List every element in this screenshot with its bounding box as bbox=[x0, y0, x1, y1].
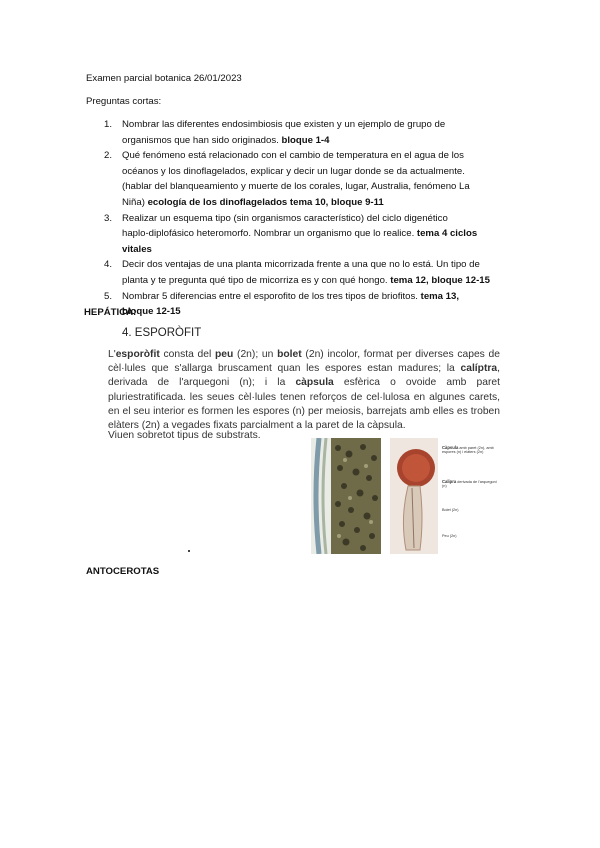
stray-dot bbox=[188, 550, 190, 552]
question-text: Niña) bbox=[122, 196, 148, 208]
seta-label: Bolet (2n) bbox=[442, 508, 459, 512]
question-item bbox=[86, 211, 516, 258]
question-number: 1. bbox=[104, 119, 113, 130]
antocerotas-heading: ANTOCEROTAS bbox=[86, 566, 160, 577]
question-text: océanos y los dinoflagelados, explicar y decir un lugar donde se da actualmente. bbox=[122, 165, 465, 177]
question-item bbox=[86, 289, 516, 320]
question-reference: vitales bbox=[122, 243, 152, 255]
section-heading: 4. ESPORÒFIT bbox=[122, 327, 202, 339]
question-number: 4. bbox=[104, 259, 113, 271]
sporophyte-section-image bbox=[390, 438, 438, 554]
question-text: haplo-diplofásico heteromorfo. Nombrar un organismo que lo realice. bbox=[122, 228, 417, 240]
question-text: Qué fenómeno está relacionado con el cambio de temperatura en el agua de los bbox=[122, 150, 464, 162]
capsule-label: Càpsula amb paret (2n), amb espores (n) i elàters (2n) bbox=[442, 445, 494, 455]
short-questions-label: Preguntas cortas: bbox=[86, 96, 162, 107]
question-reference: bloque 12-15 bbox=[122, 306, 181, 318]
question-reference: bloque 1-4 bbox=[281, 134, 330, 146]
question-text: Nombrar las diferentes endosimbiosis que existen y un ejemplo de grupo de bbox=[122, 119, 446, 130]
sporophyte-description: L'esporòfit consta del peu (2n); un bolet (2n) incolor, format per diverses capes de cèl·lules que s'allarga bruscament quan les espores estan madures; la calíptra, derivada de l'arquegoni (n); i la càpsula esfèrica o ovoide amb paret pluriestratificada. les seues cèl·lules tenen reforços de cel·lulosa en algunes carets, en el seu interior es formen les espores (n) per meiosis, barrejats amb elles es troben elàters (2n) a vegades fixats parcialment a la paret de la càpsula. bbox=[108, 349, 500, 432]
substrate-note: Viuen sobretot tipus de substrats. bbox=[108, 430, 261, 441]
calyptra-label: Calipra derivada de l'arquegoni (n) bbox=[442, 479, 497, 489]
question-text: organismos que han sido originados. bbox=[122, 134, 282, 146]
sporophyte-labelled-figure bbox=[390, 438, 500, 554]
question-text: Decir dos ventajas de una planta micorrizada frente a una que no lo está. Un tipo de bbox=[122, 259, 480, 271]
capsule-micrograph bbox=[311, 438, 381, 554]
question-reference: tema 4 ciclos bbox=[416, 228, 478, 240]
question-number: 5. bbox=[104, 290, 113, 302]
question-number: 2. bbox=[104, 150, 113, 162]
question-text: planta y te pregunta qué tipo de micorriza es y con qué hongo. bbox=[122, 274, 391, 286]
questions-list bbox=[86, 117, 516, 320]
question-number: 3. bbox=[104, 212, 113, 224]
hepatica-heading: HEPÁTICA: bbox=[84, 307, 137, 318]
question-reference: tema 13, bbox=[420, 290, 460, 302]
question-reference: ecología de los dinoflagelados tema 10, bloque 9-11 bbox=[147, 196, 384, 208]
question-reference: tema 12, bloque 12-15 bbox=[390, 274, 490, 286]
question-item bbox=[86, 257, 516, 288]
question-item bbox=[86, 148, 516, 210]
scanned-textbook-excerpt bbox=[100, 323, 500, 563]
foot-label: Peu (2n) bbox=[442, 534, 457, 538]
question-text: Realizar un esquema tipo (sin organismos característico) del ciclo digenético bbox=[122, 212, 448, 224]
exam-title: Examen parcial botanica 26/01/2023 bbox=[86, 73, 242, 84]
question-text: (hablar del blanqueamiento y muerte de los corales, lugar, Australia, fenómeno La bbox=[122, 181, 470, 193]
question-item bbox=[86, 117, 516, 148]
question-text: Nombrar 5 diferencias entre el esporofito de los tres tipos de briofitos. bbox=[122, 290, 421, 302]
